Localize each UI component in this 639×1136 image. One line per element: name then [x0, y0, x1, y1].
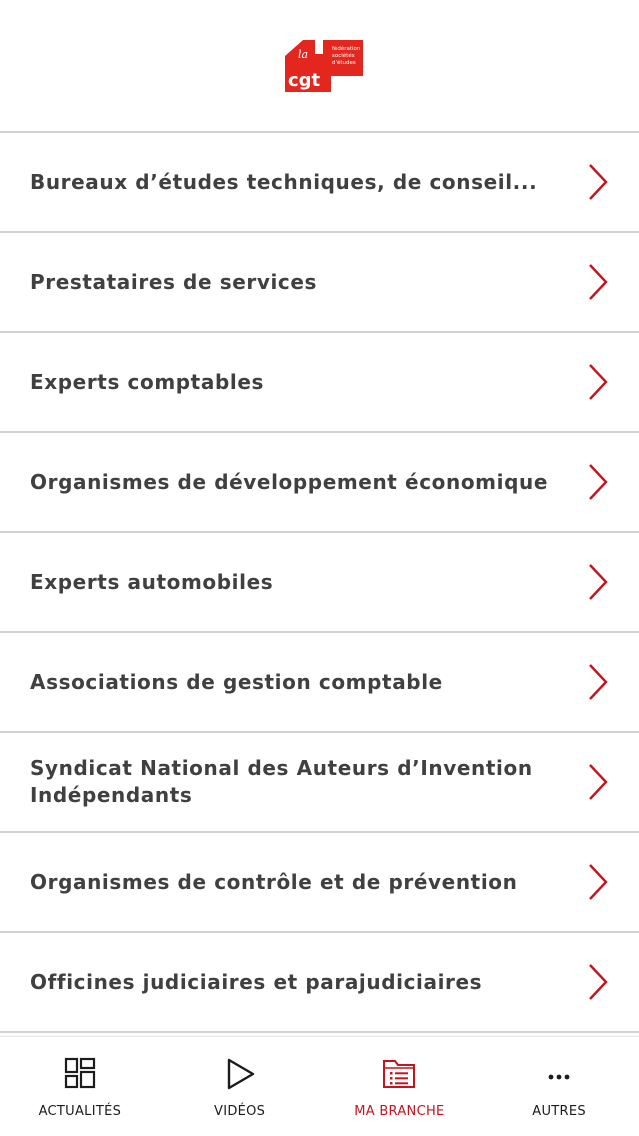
list-item[interactable]: [0, 533, 639, 633]
tab-label: MA BRANCHE: [354, 1104, 445, 1119]
list-item[interactable]: [0, 633, 639, 733]
tab-actualites[interactable]: [0, 1037, 160, 1136]
list-item-label: Bureaux d’études techniques, de conseil...: [30, 169, 538, 194]
chevron-right-icon: [587, 363, 609, 401]
app-header: [0, 0, 639, 131]
chevron-right-icon: [587, 663, 609, 701]
list-item-label: Organismes de développement économique: [30, 469, 548, 494]
list-item[interactable]: [0, 933, 639, 1033]
chevron-right-icon: [587, 163, 609, 201]
cgt-logo: [285, 38, 363, 94]
svg-text:d'études: d'études: [332, 60, 356, 66]
tab-label: AUTRES: [532, 1104, 586, 1119]
list-item[interactable]: [0, 233, 639, 333]
list-item-label: Associations de gestion comptable: [30, 669, 443, 694]
tab-videos[interactable]: [160, 1037, 320, 1136]
tab-autres[interactable]: [479, 1037, 639, 1136]
folder-list-icon: [382, 1057, 416, 1091]
list-item-label: Prestataires de services: [30, 269, 318, 294]
chevron-right-icon: [587, 563, 609, 601]
chevron-right-icon: [587, 963, 609, 1001]
svg-text:cgt: cgt: [288, 70, 321, 91]
list-item[interactable]: [0, 133, 639, 233]
grid-icon: [63, 1057, 97, 1091]
tab-ma-branche[interactable]: [320, 1037, 480, 1136]
list-item-label: Experts automobiles: [30, 569, 274, 594]
list-item[interactable]: [0, 433, 639, 533]
list-item-label: Officines judiciaires et parajudiciaires: [30, 969, 483, 994]
list-item[interactable]: [0, 733, 639, 833]
chevron-right-icon: [587, 763, 609, 801]
bottom-tab-bar: [0, 1036, 639, 1136]
tab-label: ACTUALITÉS: [38, 1104, 122, 1119]
list-item-label: Syndicat National des Auteurs d’Invention Indépendants: [30, 756, 533, 807]
chevron-right-icon: [587, 263, 609, 301]
chevron-right-icon: [587, 463, 609, 501]
list-item[interactable]: [0, 333, 639, 433]
svg-text:la: la: [298, 48, 309, 61]
list-item-label: Organismes de contrôle et de prévention: [30, 869, 518, 894]
list-item[interactable]: [0, 833, 639, 933]
more-icon: [542, 1057, 576, 1091]
svg-text:fédération: fédération: [332, 46, 361, 52]
branch-list: [0, 131, 639, 1033]
tab-label: VIDÉOS: [214, 1104, 266, 1119]
svg-text:sociétés: sociétés: [332, 53, 355, 59]
play-icon: [223, 1057, 257, 1091]
chevron-right-icon: [587, 863, 609, 901]
list-item-label: Experts comptables: [30, 369, 264, 394]
